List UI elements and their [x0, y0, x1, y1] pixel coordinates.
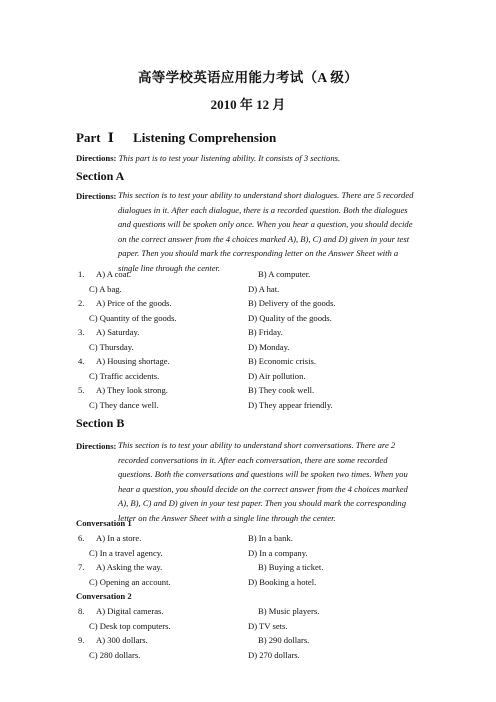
directions-label: Directions: [76, 153, 117, 163]
option-b: B) Music players. [258, 606, 320, 616]
option-b: B) Buying a ticket. [258, 562, 324, 572]
option-a: A) A coat. [96, 269, 132, 279]
exam-title: 高等学校英语应用能力考试（A 级） [138, 70, 358, 85]
option-a: A) Housing shortage. [96, 356, 170, 366]
option-a: A) Price of the goods. [96, 298, 172, 308]
section-a-directions-text [118, 188, 420, 276]
option-c: C) 280 dollars. [89, 650, 141, 660]
para-line: This section is to test your ability to understand short dialogues. There are 5 recorded [118, 190, 414, 200]
option-c: C) Quantity of the goods. [89, 313, 177, 323]
para-line: paper. Then you should mark the corresponding letter on the Answer Sheet with a [118, 248, 399, 259]
option-d: D) Booking a hotel. [248, 577, 317, 587]
exam-date: 2010 年 12 月 [210, 97, 286, 112]
option-c: C) A bag. [89, 284, 122, 294]
option-d: D) They appear friendly. [248, 400, 333, 410]
para-line: hear a question, you should decide on the correct answer from the 4 choices marked [118, 483, 408, 494]
part-heading [76, 130, 276, 146]
option-c: C) Desk top computers. [89, 621, 171, 631]
para-line: letter on the Answer Sheet with a single line through the center. [118, 512, 336, 523]
question-number: 2. [78, 298, 85, 308]
question-number: 4. [78, 356, 85, 366]
conversation-2-label: Conversation 2 [76, 591, 132, 601]
para-line: dialogues in it. After each dialogue, there is a recorded question. Both the dialogues [118, 204, 408, 215]
option-b: B) A computer. [258, 269, 311, 279]
option-d: D) Quality of the goods. [248, 313, 332, 323]
part-numeral: Ⅰ [107, 130, 114, 145]
section-b-directions-label: Directions: [76, 441, 117, 451]
question-number: 7. [78, 562, 85, 572]
question-number: 9. [78, 635, 85, 645]
question-number: 6. [78, 533, 85, 543]
section-a-directions-label: Directions: [76, 191, 117, 201]
para-line: single line through the center. [118, 262, 221, 273]
option-b: B) 290 dollars. [258, 635, 310, 645]
option-a: A) In a store. [96, 533, 142, 543]
part-directions [76, 153, 340, 164]
part-label: Part [76, 130, 101, 145]
conversation-1-label: Conversation 1 [76, 518, 132, 528]
option-b: B) Economic crisis. [248, 356, 317, 366]
question-number: 5. [78, 385, 85, 395]
option-d: D) TV sets. [248, 621, 288, 631]
para-line: A), B), C) and D) given in your test paper. Then you should mark the corresponding [118, 498, 407, 509]
para-line: questions. Both the conversations and questions will be spoken two times. When you [118, 469, 408, 480]
option-b: B) In a bank. [248, 533, 293, 543]
option-b: B) Friday. [248, 327, 283, 337]
question-number: 1. [78, 269, 85, 279]
option-b: B) Delivery of the goods. [248, 298, 336, 308]
question-number: 8. [78, 606, 85, 616]
option-c: C) They dance well. [89, 400, 159, 410]
section-b-directions-text [118, 438, 420, 526]
section-b-title: Section B [76, 416, 125, 430]
option-c: C) Traffic accidents. [89, 371, 160, 381]
question-number: 3. [78, 327, 85, 337]
option-d: D) 270 dollars. [248, 650, 300, 660]
para-line: recorded conversations in it. After each conversation, there are some recorded [118, 454, 388, 465]
directions-text: This part is to test your listening ability. It consists of 3 sections. [118, 153, 341, 163]
option-c: C) Thursday. [89, 342, 134, 352]
option-a: A) Asking the way. [96, 562, 163, 572]
option-a: A) Saturday. [96, 327, 140, 337]
option-b: B) They cook well. [248, 385, 315, 395]
option-a: A) They look strong. [96, 385, 168, 395]
option-d: D) Air pollution. [248, 371, 306, 381]
para-line: This section is to test your ability to understand short conversations. There are 2 [118, 440, 396, 450]
option-c: C) In a travel agency. [89, 548, 163, 558]
para-line: on the correct answer from the 4 choices marked A), B), C) and D) given in your test [118, 233, 410, 244]
part-name: Listening Comprehension [133, 130, 277, 145]
option-a: A) Digital cameras. [96, 606, 164, 616]
option-c: C) Opening an account. [89, 577, 171, 587]
para-line: and questions will be spoken only once. When you hear a question, you should decide [118, 219, 413, 230]
option-d: D) A hat. [248, 284, 280, 294]
option-a: A) 300 dollars. [96, 635, 148, 645]
option-d: D) Monday. [248, 342, 290, 352]
section-a-title: Section A [76, 169, 125, 183]
option-d: D) In a company. [248, 548, 308, 558]
